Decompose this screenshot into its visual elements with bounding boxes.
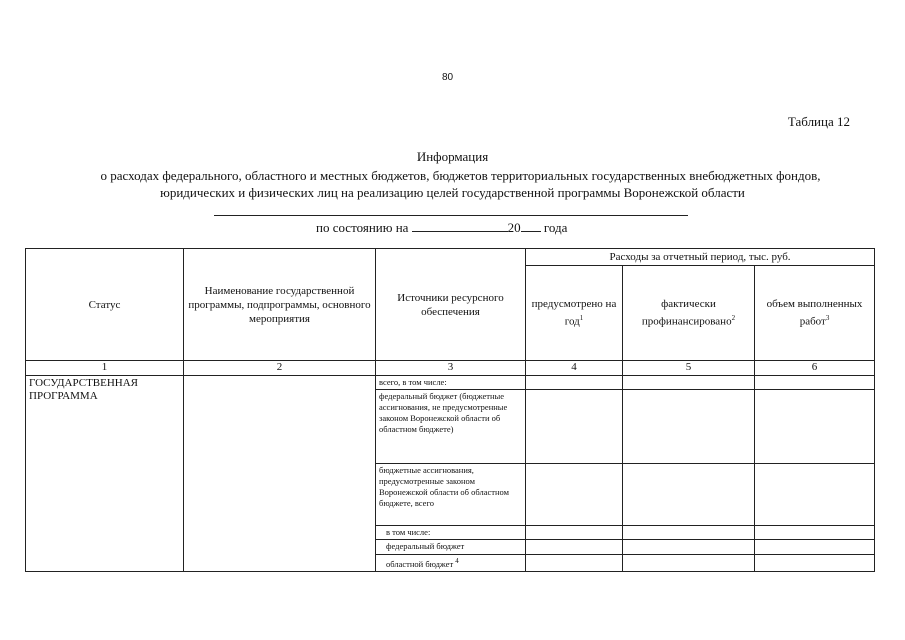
source-cell: в том числе:	[376, 526, 526, 540]
column-number: 1	[26, 361, 184, 376]
financed-cell	[623, 464, 755, 526]
document-subtitle-line-2: юридических и физических лиц на реализацию целей государственной программы Воронежской области	[160, 185, 745, 200]
header-financed	[623, 266, 755, 361]
financed-cell	[623, 540, 755, 555]
planned-cell	[526, 464, 623, 526]
completed-cell	[755, 464, 875, 526]
completed-cell	[755, 376, 875, 390]
as-of-prefix: по состоянию на	[316, 220, 409, 235]
financed-cell	[623, 376, 755, 390]
column-number: 6	[755, 361, 875, 376]
header-sources: Источники ресурсного обеспечения	[376, 249, 526, 361]
table-row	[26, 376, 875, 390]
planned-cell	[526, 555, 623, 572]
source-cell: всего, в том числе:	[376, 376, 526, 390]
header-planned-label: предусмотрено на год	[531, 298, 617, 328]
page-number: 80	[442, 72, 454, 83]
column-number: 4	[526, 361, 623, 376]
table-label: Таблица 12	[787, 114, 850, 129]
source-cell: федеральный бюджет (бюджетные ассигнования, не предусмотренные законом Воронежской области об областном бюджете)	[376, 390, 526, 464]
financed-cell	[623, 526, 755, 540]
completed-cell	[755, 526, 875, 540]
column-numbers-row	[26, 361, 875, 376]
fill-in-line	[214, 215, 688, 216]
column-number: 2	[184, 361, 376, 376]
footnote-4-mark: 4	[455, 557, 459, 565]
footnote-2-mark: 2	[731, 314, 736, 323]
footnote-3-mark: 3	[825, 314, 830, 323]
header-completed	[755, 266, 875, 361]
expenses-table	[25, 248, 875, 572]
planned-cell	[526, 540, 623, 555]
header-completed-label: объем выполненных работ	[766, 298, 863, 328]
footnote-1-mark: 1	[579, 314, 584, 323]
document-subtitle-line-1: о расходах федерального, областного и местных бюджетов, бюджетов территориальных государственных внебюджетных фондов,	[100, 168, 821, 183]
source-cell	[376, 555, 526, 572]
date-blank	[412, 219, 508, 232]
as-of-suffix: года	[543, 220, 568, 235]
source-cell: бюджетные ассигнования, предусмотренные законом Воронежской области об областном бюджете, всего	[376, 464, 526, 526]
planned-cell	[526, 376, 623, 390]
as-of-date-line	[316, 219, 567, 236]
header-expenses-group: Расходы за отчетный период, тыс. руб.	[526, 249, 875, 266]
header-status: Статус	[26, 249, 184, 361]
column-number: 5	[623, 361, 755, 376]
year-prefix: 20	[507, 220, 521, 235]
financed-cell	[623, 390, 755, 464]
table-header-row	[26, 249, 875, 266]
header-financed-label: фактически профинансировано	[641, 298, 732, 328]
column-number: 3	[376, 361, 526, 376]
program-name-cell	[184, 376, 376, 572]
header-planned	[526, 266, 623, 361]
completed-cell	[755, 540, 875, 555]
year-blank	[521, 219, 541, 232]
planned-cell	[526, 390, 623, 464]
planned-cell	[526, 526, 623, 540]
status-cell: ГОСУДАРСТВЕННАЯ ПРОГРАММА	[26, 376, 184, 572]
document-title: Информация	[416, 149, 489, 164]
completed-cell	[755, 390, 875, 464]
financed-cell	[623, 555, 755, 572]
source-cell: федеральный бюджет	[376, 540, 526, 555]
completed-cell	[755, 555, 875, 572]
header-program-name: Наименование государственной программы, подпрограммы, основного мероприятия	[184, 249, 376, 361]
source-label: областной бюджет	[386, 558, 454, 569]
